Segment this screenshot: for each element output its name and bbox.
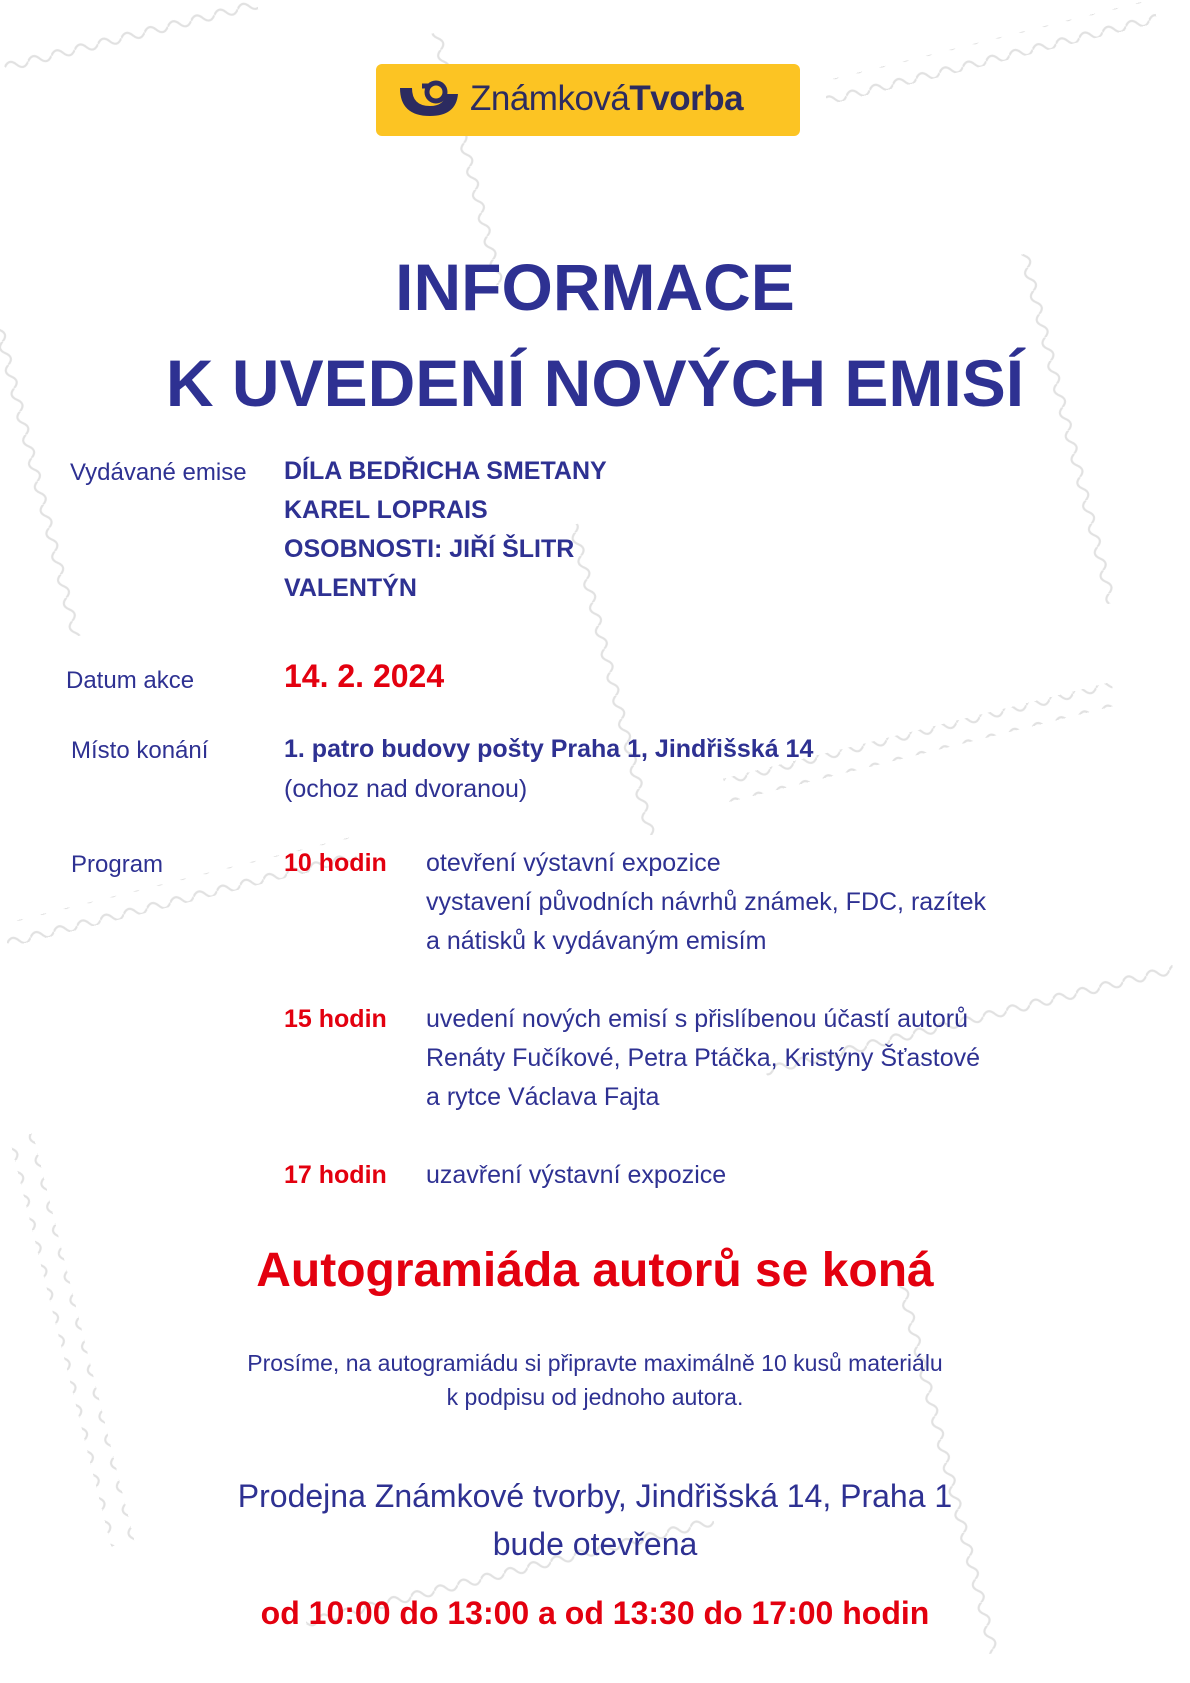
emise-item: VALENTÝN (284, 574, 417, 602)
program-line: Renáty Fučíkové, Petra Ptáčka, Kristýny Šťastové (426, 1044, 981, 1072)
program-line: a nátisků k vydávaným emisím (426, 927, 767, 955)
program-time: 15 hodin (284, 1005, 387, 1033)
autogram-heading: Autogramiáda autorů se koná (256, 1244, 934, 1297)
emise-item: DÍLA BEDŘICHA SMETANY (284, 457, 607, 485)
autogram-note-line-1: Prosíme, na autogramiádu si připravte maximálně 10 kusů materiálu (247, 1350, 943, 1376)
program-line: otevření výstavní expozice (426, 849, 721, 877)
title-line-2: K UVEDENÍ NOVÝCH EMISÍ (165, 346, 1025, 421)
program-time: 17 hodin (284, 1161, 387, 1189)
misto-label: Místo konání (71, 737, 209, 764)
emise-item: OSOBNOSTI: JIŘÍ ŠLITR (284, 535, 575, 563)
program-label: Program (71, 851, 164, 878)
program-line: vystavení původních návrhů známek, FDC, razítek (426, 888, 986, 916)
prodejna-hours: od 10:00 do 13:00 a od 13:30 do 17:00 hodin (260, 1595, 930, 1631)
znamkova-tvorba-logo (376, 64, 800, 136)
logo-text: ZnámkováTvorba (470, 79, 744, 118)
title-line-1: INFORMACE (395, 250, 795, 325)
prodejna-line-1: Prodejna Známkové tvorby, Jindřišská 14, Praha 1 (237, 1478, 953, 1514)
datum-label: Datum akce (66, 667, 195, 694)
program-line: uvedení nových emisí s přislíbenou účastí autorů (426, 1005, 968, 1033)
autogram-note-line-2: k podpisu od jednoho autora. (446, 1384, 744, 1410)
emise-label: Vydávané emise (70, 459, 247, 486)
datum-value: 14. 2. 2024 (284, 658, 445, 694)
program-line: a rytce Václava Fajta (426, 1083, 660, 1111)
post-horn-icon (396, 80, 464, 120)
misto-line-1: 1. patro budovy pošty Praha 1, Jindřišská 14 (284, 735, 814, 763)
misto-line-2: (ochoz nad dvoranou) (284, 775, 528, 803)
program-line: uzavření výstavní expozice (426, 1161, 727, 1189)
emise-item: KAREL LOPRAIS (284, 496, 488, 524)
prodejna-line-2: bude otevřena (492, 1526, 698, 1562)
program-time: 10 hodin (284, 849, 387, 877)
